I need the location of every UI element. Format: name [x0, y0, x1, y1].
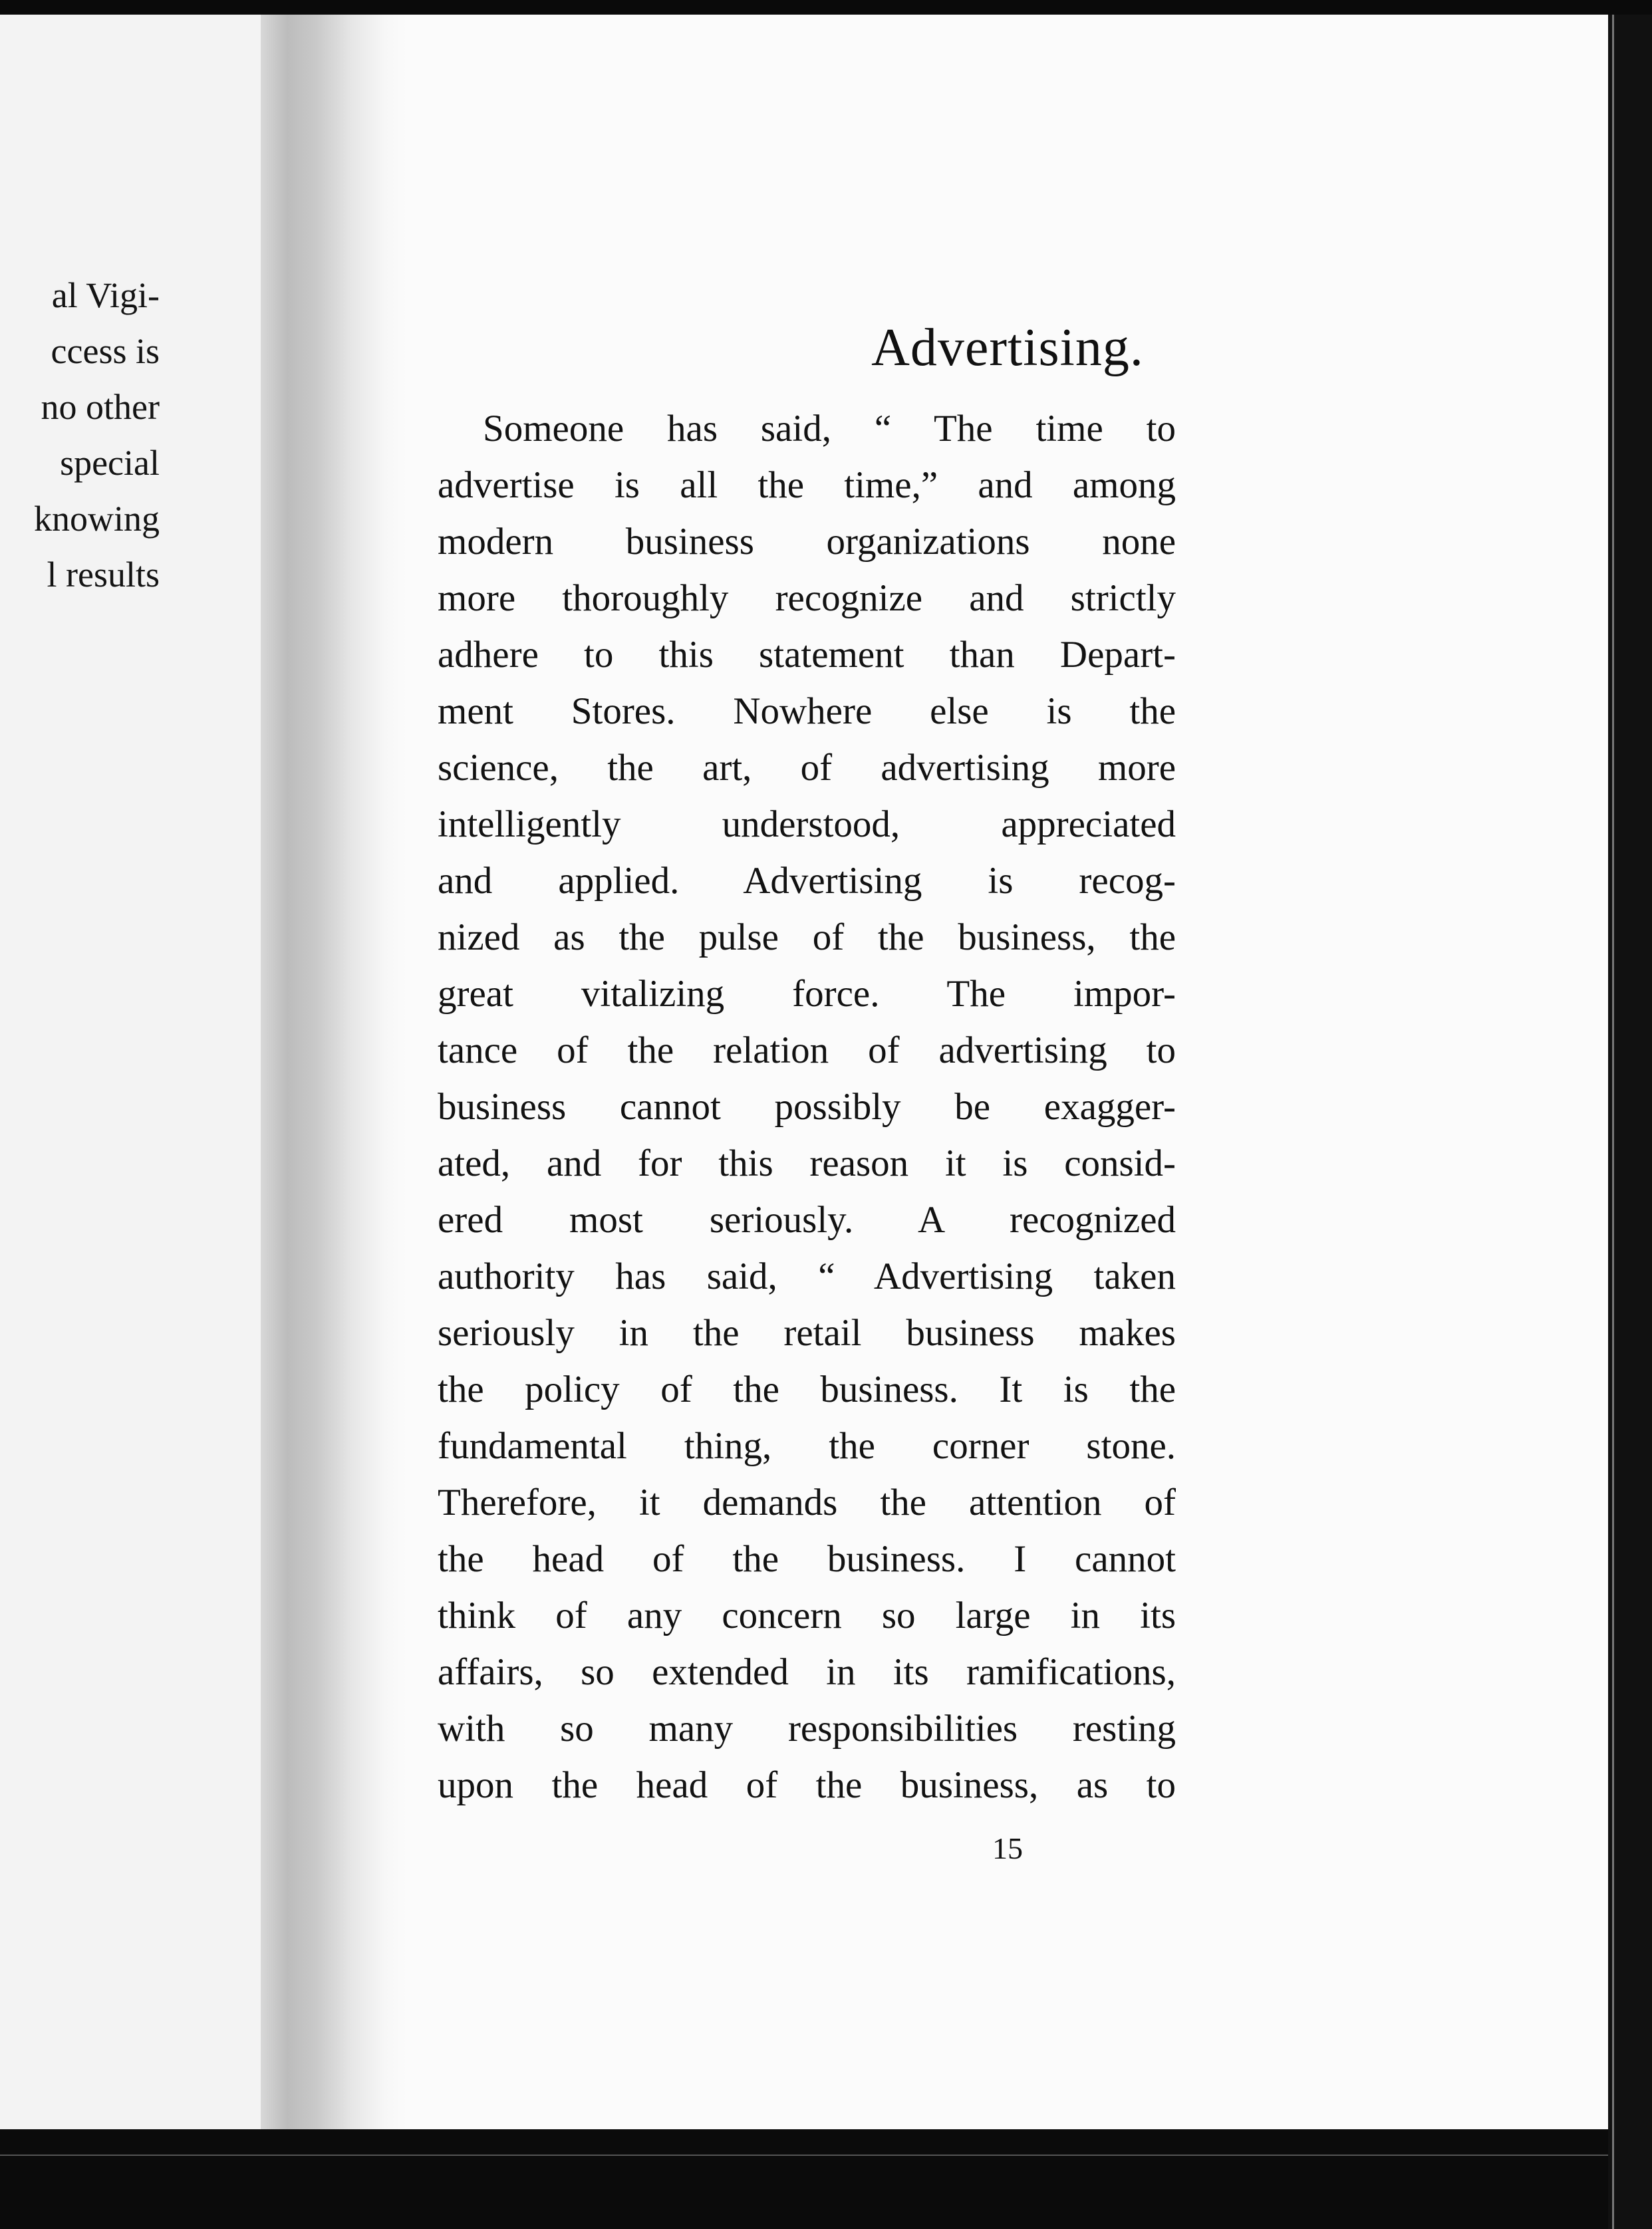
text-line: with so many responsibilities resting	[438, 1708, 1176, 1750]
text-line: science, the art, of advertising more	[438, 747, 1176, 789]
text-line: Someone has said, “ The time to	[483, 408, 1176, 450]
scan-top-border	[0, 0, 1652, 15]
right-page	[407, 15, 1608, 2156]
left-page-line: no other	[41, 387, 160, 427]
text-line: great vitalizing force. The impor-	[438, 973, 1176, 1015]
body-paragraph	[438, 400, 1176, 1813]
left-page-line: knowing	[34, 499, 160, 539]
text-line: more thoroughly recognize and strictly	[438, 577, 1176, 619]
text-line: seriously in the retail business makes	[438, 1312, 1176, 1354]
text-line: ment Stores. Nowhere else is the	[438, 690, 1176, 732]
page-title: Advertising.	[871, 319, 1144, 377]
left-page-line: ccess is	[51, 331, 160, 371]
text-line: intelligently understood, appreciated	[438, 803, 1176, 845]
text-line: Therefore, it demands the attention of	[438, 1482, 1176, 1523]
left-page-line: l results	[47, 555, 160, 594]
text-line: modern business organizations none	[438, 521, 1176, 563]
text-line: advertise is all the time,” and among	[438, 464, 1176, 506]
left-page-line: al Vigi-	[51, 275, 160, 315]
text-line: ered most seriously. A recognized	[438, 1199, 1176, 1241]
scan-right-border	[1608, 15, 1652, 2229]
text-line: the head of the business. I cannot	[438, 1538, 1176, 1580]
text-line: business cannot possibly be exagger-	[438, 1086, 1176, 1128]
text-line: authority has said, “ Advertising taken	[438, 1255, 1176, 1297]
text-line: ated, and for this reason it is consid-	[438, 1142, 1176, 1184]
text-line: tance of the relation of advertising to	[438, 1029, 1176, 1071]
page-number: 15	[992, 1831, 1023, 1865]
left-page	[0, 15, 261, 2129]
scan-bottom-border	[0, 2129, 1608, 2229]
text-line: and applied. Advertising is recog-	[438, 860, 1176, 902]
text-line: upon the head of the business, as to	[438, 1764, 1176, 1806]
text-line: fundamental thing, the corner stone.	[438, 1425, 1176, 1467]
text-line: the policy of the business. It is the	[438, 1369, 1176, 1410]
text-line: affairs, so extended in its ramifications,	[438, 1651, 1176, 1693]
text-line: adhere to this statement than Depart-	[438, 634, 1176, 676]
book-gutter-shadow	[261, 15, 407, 2129]
left-page-line: special	[60, 443, 160, 483]
left-page-text-fragment	[0, 267, 160, 602]
text-line: think of any concern so large in its	[438, 1595, 1176, 1637]
text-line: nized as the pulse of the business, the	[438, 916, 1176, 958]
